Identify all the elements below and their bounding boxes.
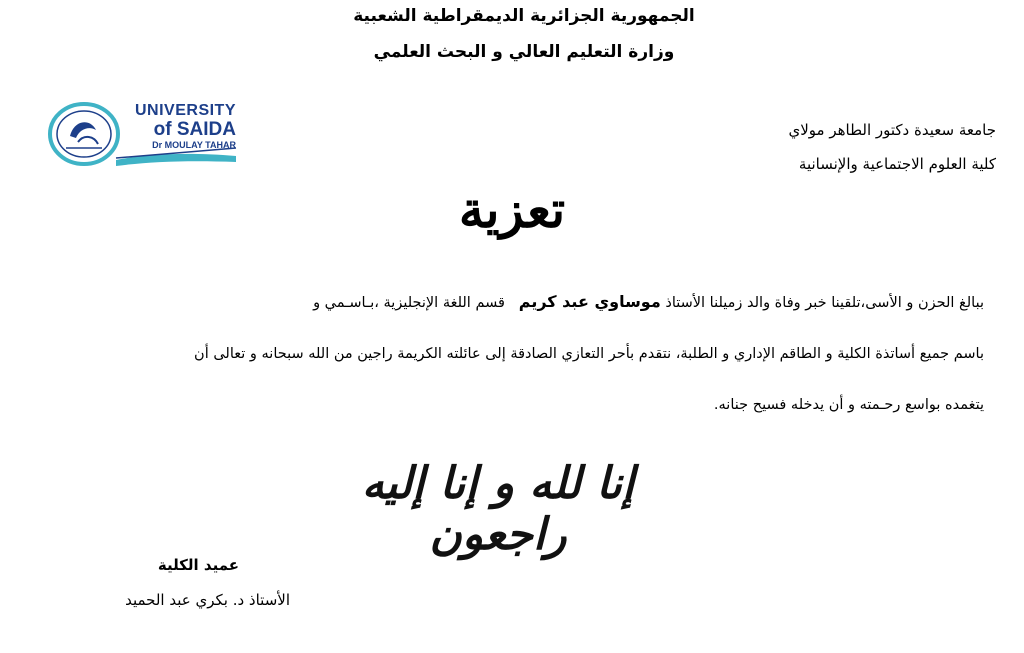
paragraph-line-2: باسم جميع أساتذة الكلية و الطاقم الإداري و الطلبة، نتقدم بأحر التعازي الصادقة إلى عائلته الكريمة راجين من الله سبحانه و تعالى أن: [194, 346, 984, 362]
institution-block: [788, 113, 996, 181]
calligraphy-verse: [312, 452, 684, 560]
paragraph-line-3: يتغمده بواسع رحـمته و أن يدخله فسيح جنانه.: [713, 397, 984, 413]
university-name: جامعة سعيدة دكتور الطاهر مولاي: [788, 121, 996, 139]
line1-after: قسم اللغة الإنجليزية ،بـاسـمي و: [313, 295, 505, 311]
university-logo: [46, 100, 242, 172]
republic-heading: الجمهورية الجزائرية الديمقراطية الشعبية: [353, 6, 695, 26]
faculty-name: كلية العلوم الاجتماعية والإنسانية: [798, 155, 996, 173]
colleague-name: موساوي عبد كريم: [518, 292, 661, 311]
ministry-heading: وزارة التعليم العالي و البحث العلمي: [373, 42, 675, 62]
paragraph-line-1: [40, 292, 984, 311]
line1-before: ببالغ الحزن و الأسى،تلقينا خبر وفاة والد زميلنا الأستاذ: [665, 295, 984, 311]
calligraphy-text: إنا لله و إنا إليه راجعون: [361, 458, 635, 560]
logo-saida-label: of SAIDA: [153, 119, 236, 140]
signatory-title: عميد الكلية: [157, 556, 239, 574]
logo-university-label: UNIVERSITY: [134, 102, 236, 119]
logo-moulay-label: Dr MOULAY TAHAR: [152, 140, 236, 150]
page-title: تعزية: [458, 180, 566, 239]
logo-text: [118, 103, 236, 150]
signatory-name: الأستاذ د. بكري عبد الحميد: [125, 591, 290, 609]
